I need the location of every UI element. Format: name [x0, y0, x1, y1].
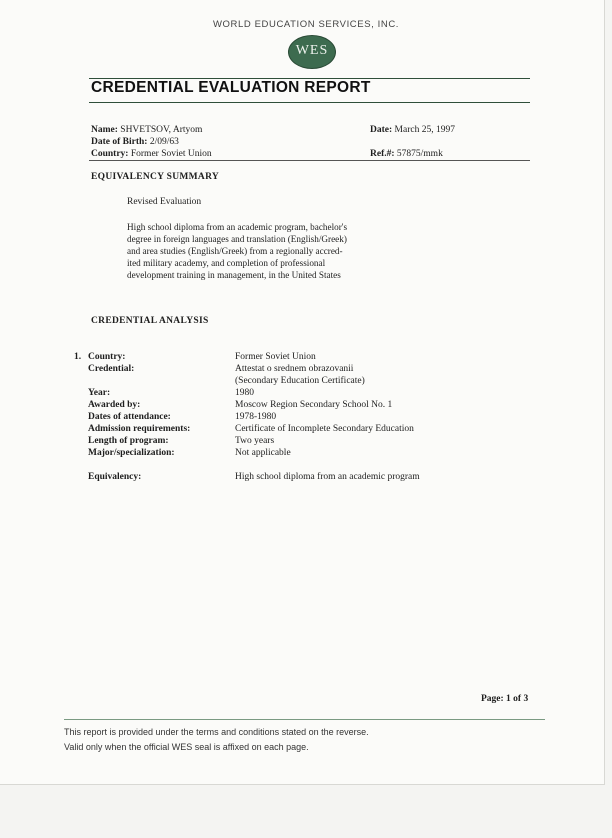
equivalency-summary-text	[127, 221, 385, 281]
applicant-info	[91, 124, 212, 161]
analysis-label: Credential:	[88, 364, 135, 374]
seal-text: WES	[295, 43, 329, 58]
page-indicator: Page: 1 of 3	[481, 694, 529, 704]
analysis-value: Certificate of Incomplete Secondary Education	[235, 424, 414, 434]
equivalency-value: High school diploma from an academic program	[235, 472, 420, 482]
analysis-label: Dates of attendance:	[88, 412, 171, 422]
footer-seal-notice: Valid only when the official WES seal is affixed on each page.	[64, 742, 309, 752]
ref-value: 57875/mmk	[396, 149, 443, 159]
organization-name: WORLD EDUCATION SERVICES, INC.	[212, 19, 400, 30]
title-rule	[89, 102, 530, 103]
report-title: CREDENTIAL EVALUATION REPORT	[91, 79, 371, 96]
summary-line: degree in foreign languages and translation (English/Greek)	[127, 234, 347, 244]
report-date	[370, 124, 455, 136]
analysis-value: Moscow Region Secondary School No. 1	[235, 400, 393, 410]
equivalency-summary-heading: EQUIVALENCY SUMMARY	[91, 172, 220, 182]
country-value: Former Soviet Union	[130, 149, 212, 160]
equivalency-label: Equivalency:	[88, 472, 142, 482]
analysis-value: Two years	[235, 436, 275, 446]
item-number: 1.	[74, 352, 82, 362]
footer-terms: This report is provided under the terms and conditions stated on the reverse.	[64, 727, 369, 737]
country-label: Country:	[91, 149, 129, 160]
analysis-label: Year:	[88, 388, 111, 398]
analysis-label: Country:	[88, 352, 126, 362]
summary-line: ited military academy, and completion of professional	[127, 258, 326, 268]
footer-rule	[64, 719, 545, 720]
analysis-value: Not applicable	[235, 448, 291, 458]
summary-line: High school diploma from an academic program, bachelor's	[127, 222, 348, 232]
summary-line: development training in management, in the United States	[127, 270, 341, 280]
analysis-label: Awarded by:	[88, 400, 141, 410]
analysis-value: 1978-1980	[235, 412, 277, 422]
name-value: SHVETSOV, Artyom	[120, 125, 203, 135]
analysis-value: Attestat o srednem obrazovanii	[235, 364, 354, 374]
analysis-value: 1980	[235, 388, 254, 398]
analysis-label: Length of program:	[88, 436, 169, 446]
name-label: Name:	[91, 125, 118, 135]
reference-number	[370, 148, 443, 160]
dob-value: 2/09/63	[149, 137, 179, 148]
analysis-label: Major/specialization:	[88, 448, 175, 458]
analysis-value: (Secondary Education Certificate)	[235, 376, 365, 386]
dob-label: Date of Birth:	[91, 137, 148, 148]
analysis-value: Former Soviet Union	[235, 352, 316, 362]
date-label: Date:	[370, 125, 393, 135]
wes-seal-logo	[288, 35, 336, 69]
info-rule	[89, 160, 530, 161]
revised-evaluation-label: Revised Evaluation	[127, 197, 202, 207]
ref-label: Ref.#:	[370, 149, 395, 159]
credential-analysis-heading: CREDENTIAL ANALYSIS	[91, 316, 209, 326]
date-value: March 25, 1997	[394, 125, 455, 135]
credential-analysis-table	[0, 351, 540, 491]
summary-line: and area studies (English/Greek) from a regionally accred-	[127, 246, 343, 256]
analysis-label: Admission requirements:	[88, 424, 191, 434]
